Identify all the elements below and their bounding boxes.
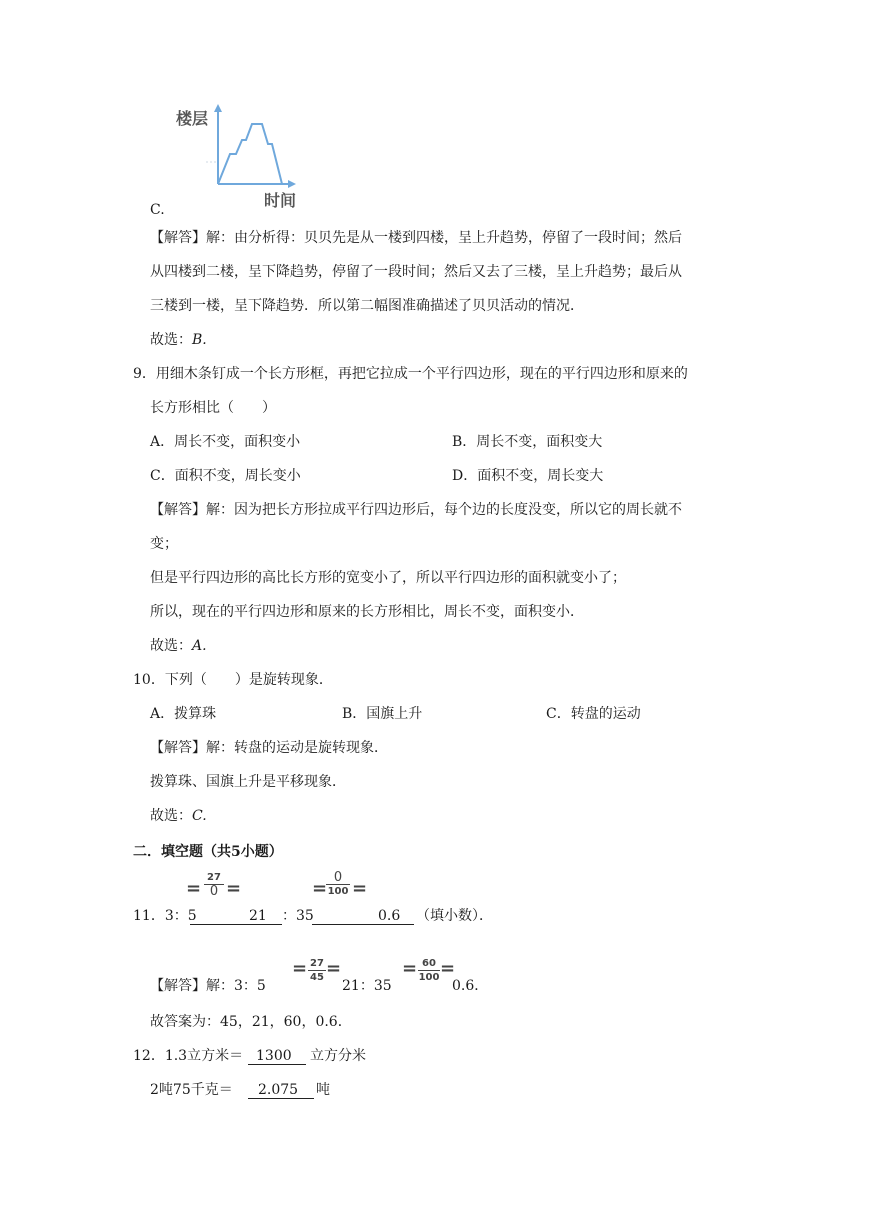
q11-blank-1-value: 21 bbox=[249, 908, 267, 924]
section-2-title: 二．填空题（共5小题） bbox=[133, 844, 283, 860]
q11-fraction-1-num: 27 bbox=[207, 872, 221, 883]
q9-stem-line-1: 9．用细木条钉成一个长方形框，再把它拉成一个平行四边形，现在的平行四边形和原来的 bbox=[133, 366, 688, 382]
q12-blank-2-value: 2.075 bbox=[258, 1082, 299, 1098]
q11-answer-prefix: 【解答】解：3：5 bbox=[150, 978, 266, 994]
q11-ans-eq-2b: = bbox=[440, 958, 456, 979]
q11-answer-fraction-2-den: 100 bbox=[418, 972, 440, 983]
q8-answer-line-3: 三楼到一楼，呈下降趋势．所以第二幅图准确描述了贝贝活动的情况． bbox=[150, 298, 584, 314]
q8-answer-line-2: 从四楼到二楼，呈下降趋势，停留了一段时间；然后又去了三楼，呈上升趋势；最后从 bbox=[150, 264, 682, 280]
q11-fraction-2-den: 100 bbox=[327, 886, 349, 897]
q11-answer-fraction-1-den: 45 bbox=[310, 972, 324, 983]
q11-ans-eq-1b: = bbox=[326, 958, 342, 979]
chart-xlabel: 时间 bbox=[264, 191, 297, 210]
q9-answer-line-1: 【解答】解：因为把长方形拉成平行四边形后，每个边的长度没变，所以它的周长就不 bbox=[150, 502, 682, 518]
q11-fraction-2-num: 0 bbox=[333, 870, 343, 885]
q10-choice-letter: C. bbox=[192, 808, 207, 824]
q8-choice bbox=[150, 330, 207, 350]
q10-choice-prefix: 故选： bbox=[150, 808, 192, 824]
q8-choice-prefix: 故选： bbox=[150, 332, 192, 348]
q11-eq-1b: = bbox=[226, 878, 242, 899]
q10-option-c: C．转盘的运动 bbox=[546, 706, 641, 722]
q11-ans-eq-1a: = bbox=[292, 958, 308, 979]
q12-blank-1-value: 1300 bbox=[256, 1048, 292, 1064]
y-axis-arrow bbox=[214, 104, 222, 112]
q11-eq-1a: = bbox=[186, 878, 202, 899]
q9-choice-letter: A. bbox=[192, 638, 207, 654]
q10-option-b: B．国旗上升 bbox=[342, 706, 423, 722]
q12-line-2-suffix: 吨 bbox=[316, 1082, 330, 1098]
q11-answer-end: 0.6． bbox=[452, 978, 489, 994]
q11-blank-1-underline bbox=[190, 924, 282, 925]
chart-ylabel: 楼层 bbox=[176, 109, 209, 128]
q9-answer-line-4: 所以，现在的平行四边形和原来的长方形相比，周长不变，面积变小． bbox=[150, 604, 584, 620]
q11-answer-mid: 21：35 bbox=[342, 978, 392, 994]
q11-mid: ：35 bbox=[282, 908, 314, 924]
x-axis-arrow bbox=[288, 180, 296, 188]
q9-option-a: A．周长不变，面积变小 bbox=[150, 434, 301, 450]
q12-line-2-prefix: 2吨75千克＝ bbox=[150, 1082, 233, 1098]
q11-answer-fraction-2-num: 60 bbox=[422, 958, 436, 969]
q11-ans-eq-2a: = bbox=[402, 958, 418, 979]
q11-fraction-2 bbox=[326, 872, 350, 897]
q11-eq-2b: = bbox=[352, 878, 368, 899]
q10-option-a: A．拨算珠 bbox=[150, 706, 217, 722]
q11-eq-2a: = bbox=[312, 878, 328, 899]
q10-stem: 10．下列（ ）是旋转现象． bbox=[133, 672, 333, 688]
q11-prefix: 11．3：5 bbox=[133, 908, 197, 924]
q11-answer-fraction-1 bbox=[308, 958, 326, 983]
q12-line-1-prefix: 12．1.3立方米＝ bbox=[133, 1048, 244, 1064]
q10-choice bbox=[150, 806, 207, 826]
option-c-label: C. bbox=[150, 202, 165, 218]
q9-answer-line-2: 变； bbox=[150, 536, 178, 552]
q9-option-c: C．面积不变，周长变小 bbox=[150, 468, 301, 484]
q11-fraction-1-den: 0 bbox=[209, 884, 219, 899]
q12-line-1-suffix: 立方分米 bbox=[310, 1048, 366, 1064]
q11-final-answer: 故答案为：45，21，60，0.6． bbox=[150, 1014, 352, 1030]
q9-choice bbox=[150, 636, 207, 656]
q11-answer-fraction-1-num: 27 bbox=[310, 958, 324, 969]
q10-answer-line-2: 拨算珠、国旗上升是平移现象． bbox=[150, 774, 346, 790]
q9-answer-line-3: 但是平行四边形的高比长方形的宽变小了，所以平行四边形的面积就变小了； bbox=[150, 570, 626, 586]
q9-stem-line-2: 长方形相比（ ） bbox=[150, 400, 276, 416]
q9-option-b: B．周长不变，面积变大 bbox=[452, 434, 603, 450]
q11-suffix: （填小数）． bbox=[416, 908, 493, 924]
q10-answer-line-1: 【解答】解：转盘的运动是旋转现象． bbox=[150, 740, 388, 756]
q11-answer-fraction-2 bbox=[418, 958, 440, 983]
q8-answer-line-1: 【解答】解：由分析得：贝贝先是从一楼到四楼，呈上升趋势，停留了一段时间；然后 bbox=[150, 230, 682, 246]
chart-line bbox=[218, 124, 282, 184]
option-c-floor-time-chart bbox=[170, 102, 310, 212]
q9-choice-prefix: 故选： bbox=[150, 638, 192, 654]
q9-option-d: D．面积不变，周长变大 bbox=[452, 468, 604, 484]
q11-fraction-1 bbox=[204, 872, 224, 897]
q8-choice-letter: B. bbox=[192, 332, 207, 348]
q11-blank-2-value: 0.6 bbox=[378, 908, 401, 924]
